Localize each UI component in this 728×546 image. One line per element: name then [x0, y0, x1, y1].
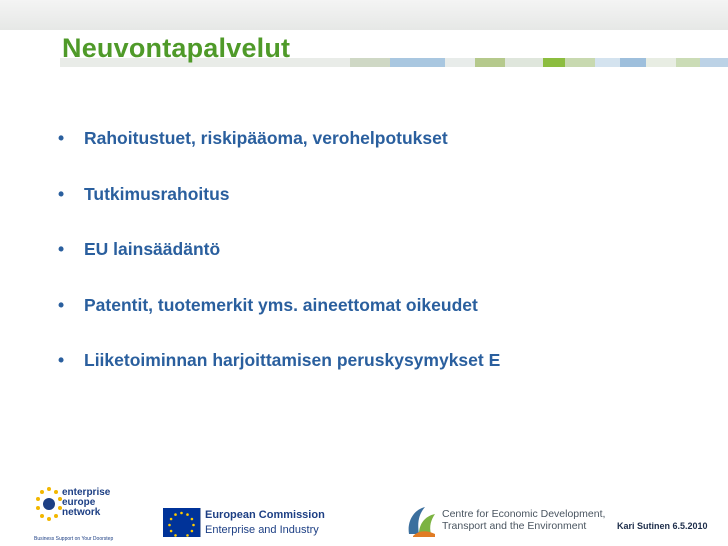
footer: [0, 470, 728, 546]
bullet-item: [58, 128, 448, 149]
bullet-dot: •: [58, 184, 65, 204]
bullet-text: EU lainsäädäntö: [84, 239, 221, 259]
enterprise-europe-network-logo: [32, 480, 152, 544]
bullet-text: Rahoitustuet, riskipääoma, verohelpotukset: [84, 128, 448, 148]
een-tagline: Business Support on Your Doorstep: [34, 536, 114, 542]
bullet-dot: •: [58, 295, 65, 315]
divider: [200, 508, 201, 537]
ec-name: European Commission: [205, 509, 325, 521]
bullet-item: [58, 350, 500, 371]
slide-title: Neuvontapalvelut: [62, 33, 291, 63]
bullet-dot: •: [58, 128, 65, 148]
bullet-dot: •: [58, 350, 65, 370]
eu-flag-icon: [163, 508, 200, 537]
bullet-text: Tutkimusrahoitus: [84, 184, 230, 204]
bullet-item: [58, 295, 478, 316]
bullet-text: Liiketoiminnan harjoittamisen peruskysymykset E: [84, 350, 501, 370]
ely-centre-name: Centre for Economic Development, Transport and the Environment: [442, 508, 606, 532]
author-date: Kari Sutinen 6.5.2010: [617, 521, 708, 531]
bullet-item: [58, 184, 230, 205]
een-logo-text: enterprise europe network: [62, 487, 111, 518]
bullet-item: [58, 239, 220, 260]
star-circle-icon: [34, 486, 64, 526]
ec-department: Enterprise and Industry: [205, 524, 319, 536]
bullet-text: Patentit, tuotemerkit yms. aineettomat oikeudet: [84, 295, 478, 315]
ely-centre-logo-icon: [405, 504, 437, 538]
bullet-dot: •: [58, 239, 65, 259]
